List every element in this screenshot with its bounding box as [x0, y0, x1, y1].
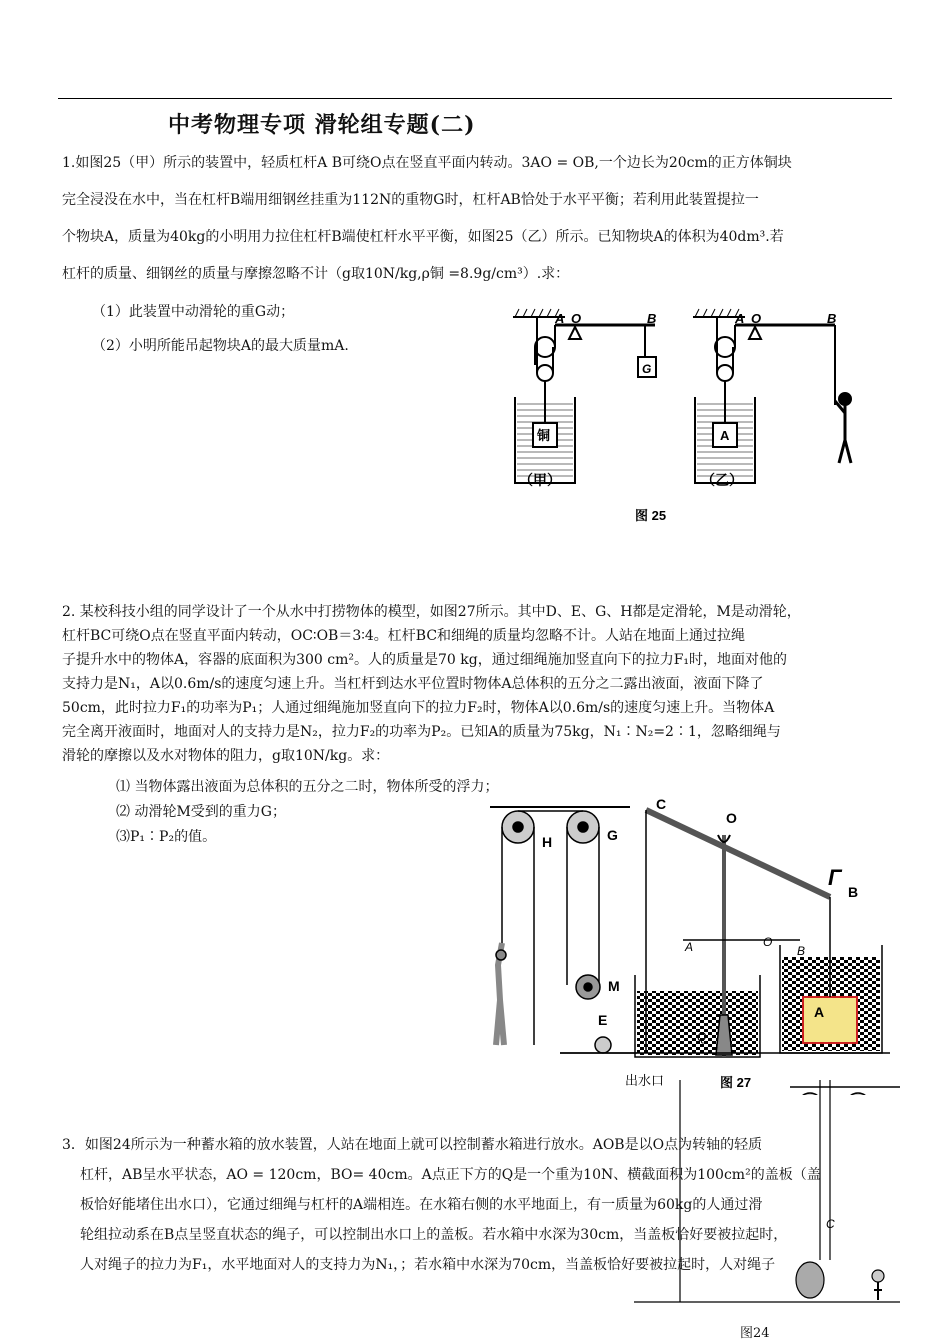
- q3-line: 人对绳子的拉力为F₁，水平地面对人的支持力为N₁，；若水箱中水深为70cm，当盖板恰好要被拉起时，人对绳子: [80, 1257, 776, 1273]
- fig25-jia: （甲）: [519, 472, 561, 488]
- fig24-label-o: O: [763, 935, 773, 949]
- fig25-label-b2: B: [827, 311, 837, 326]
- q2-line: 滑轮的摩擦以及水对物体的阻力，g取10N/kg。求：: [62, 748, 390, 764]
- fig27-label-h: H: [542, 834, 553, 850]
- figure-24: [630, 1080, 910, 1310]
- fig25-label-o2: O: [751, 311, 762, 326]
- figure-25: [505, 305, 885, 535]
- fig24-label-b: B: [797, 944, 806, 958]
- fig25-label-block-a: A: [720, 428, 730, 443]
- fig25-label-b: B: [647, 311, 657, 326]
- q1-line: 杠杆的质量、细钢丝的质量与摩擦忽略不计（g取10N/kg,ρ铜 =8.9g/cm³）.求：: [62, 266, 570, 282]
- fig27-label-e: E: [598, 1012, 608, 1028]
- header-rule: [58, 98, 892, 99]
- fig25-label-copper: 铜: [537, 428, 551, 443]
- q2-line: 支持力是N₁，A以0.6m/s的速度匀速上升。当杠杆到达水平位置时物体A总体积的五分之二露出液面，液面下降了: [62, 676, 764, 692]
- fig27-label-b: B: [848, 884, 859, 900]
- q1-line: 个物块A，质量为40kg的小明用力拉住杠杆B端使杠杆水平平衡，如图25（乙）所示。已知物块A的体积为40dm³.若: [62, 229, 784, 245]
- page-title: 中考物理专项 滑轮组专题(二): [168, 112, 476, 138]
- fig27-label-c: C: [656, 796, 667, 812]
- fig24-caption: 图24: [740, 1326, 770, 1341]
- q3-line: 轮组拉动系在B点呈竖直状态的绳子，可以控制出水口上的盖板。若水箱中水深为30cm，当盖板恰好要被拉起时，: [80, 1227, 788, 1243]
- q2-sub-2: ⑵ 动滑轮M受到的重力G；: [116, 804, 286, 820]
- q1-line: 1.如图25（甲）所示的装置中，轻质杠杆A B可绕O点在竖直平面内转动。3AO = OB,一个边长为20cm的正方体铜块: [62, 155, 792, 171]
- q3-line: 板恰好能堵住出水口），它通过细绳与杠杆的A端相连。在水箱右侧的水平地面上，有一质量为60kg的人通过滑: [80, 1197, 763, 1213]
- q2-line: 完全离开液面时，地面对人的支持力是N₂，拉力F₂的功率为P₂。已知A的质量为75kg，N₁∶N₂=2∶1，忽略细绳与: [62, 724, 781, 740]
- fig24-label-q: Q: [697, 1030, 707, 1044]
- question-2: [62, 600, 894, 768]
- fig25-label-g: G: [642, 362, 652, 376]
- q2-line: 50cm，此时拉力F₁的功率为P₁；人通过细绳施加竖直向下的拉力F₂时，物体A以0.6m/s的速度匀速上升。当物体A: [62, 700, 775, 716]
- q1-line: 完全浸没在水中，当在杠杆B端用细钢丝挂重为112N的重物G时，杠杆AB恰处于水平平衡；若利用此装置提拉一: [62, 192, 759, 208]
- q2-line: 2. 某校科技小组的同学设计了一个从水中打捞物体的模型，如图27所示。其中D、E、G、H都是定滑轮，M是动滑轮，: [62, 604, 801, 620]
- q3-line: 3．如图24所示为一种蓄水箱的放水装置，人站在地面上就可以控制蓄水箱进行放水。AOB是以O点为转轴的轻质: [62, 1137, 763, 1153]
- fig25-label-a: A: [555, 311, 565, 326]
- fig27-label-a: A: [814, 1004, 825, 1020]
- q2-sub-1: ⑴ 当物体露出液面为总体积的五分之二时，物体所受的浮力；: [116, 779, 499, 795]
- fig24-outlet: 出水口: [625, 1073, 665, 1088]
- fig25-yi: （乙）: [701, 472, 743, 488]
- question-1: [62, 150, 894, 298]
- q3-line: 杠杆，AB呈水平状态，AO = 120cm，BO= 40cm。A点正下方的Q是一个重为10N、横截面积为100cm²的盖板（盖: [80, 1167, 821, 1183]
- fig27-label-o: O: [726, 810, 737, 826]
- fig27-label-g: G: [607, 827, 618, 843]
- q1-sub-2: （2）小明所能吊起物块A的最大质量mA.: [92, 338, 349, 354]
- q2-line: 子提升水中的物体A，容器的底面积为300 cm²。人的质量是70 kg，通过细绳施加竖直向下的拉力F₁时，地面对他的: [62, 652, 788, 668]
- figure-27: [480, 795, 900, 1095]
- fig27-label-m: M: [608, 978, 620, 994]
- fig25-caption: 图 25: [635, 508, 667, 523]
- q1-sub-1: （1）此装置中动滑轮的重G动；: [92, 304, 295, 320]
- fig27-label-gamma: Γ: [828, 865, 842, 890]
- fig25-label-a2: A: [735, 311, 745, 326]
- fig25-label-o: O: [571, 311, 582, 326]
- fig27-caption: 图 27: [720, 1075, 752, 1090]
- q2-sub-3: ⑶P₁∶P₂的值。: [116, 829, 217, 845]
- fig24-label-a: A: [685, 940, 694, 954]
- q2-line: 杠杆BC可绕O点在竖直平面内转动，OC∶OB＝3∶4。杠杆BC和细绳的质量均忽略不计。人站在地面上通过拉绳: [62, 628, 746, 644]
- fig24-label-c: C: [826, 1217, 835, 1231]
